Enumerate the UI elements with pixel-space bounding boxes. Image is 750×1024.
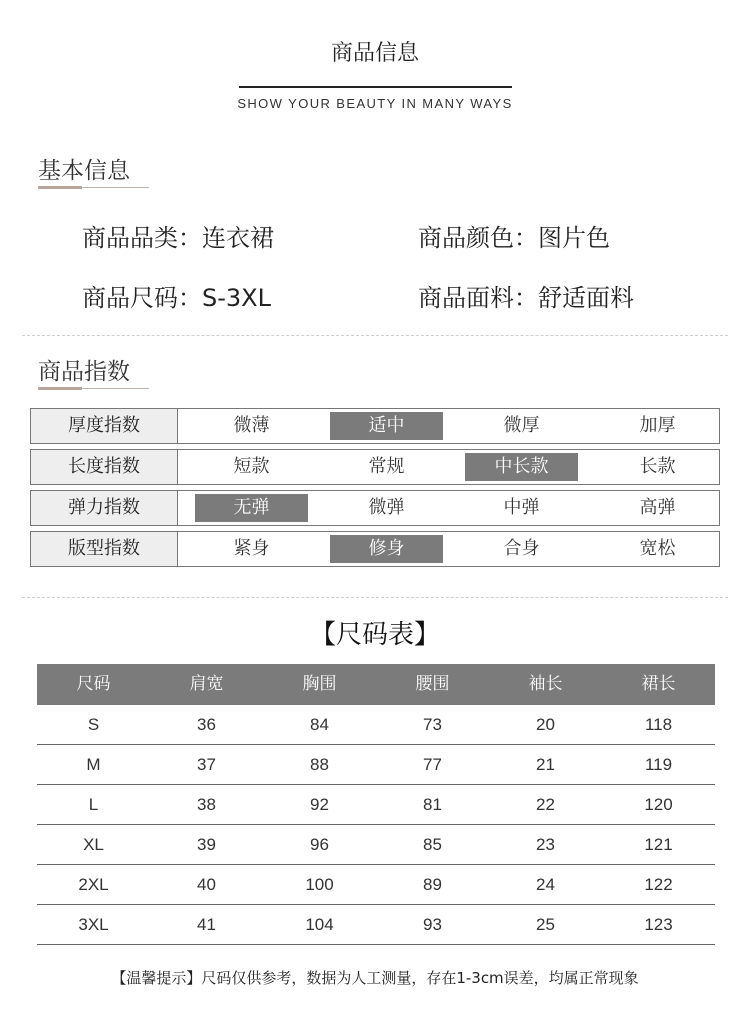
section-divider (22, 597, 728, 598)
size-chart-header-cell: 胸围 (302, 674, 337, 694)
table-cell: 89 (423, 875, 442, 894)
tip-text: 【温馨提示】尺码仅供参考，数据为人工测量，存在1-3cm误差，均属正常现象 (111, 969, 639, 987)
index-row-label: 版型指数 (31, 532, 178, 566)
table-cell: 122 (644, 875, 673, 894)
table-cell: M (86, 755, 101, 774)
table-cell: 123 (644, 915, 673, 934)
table-cell: 77 (423, 755, 442, 774)
index-option: 中弹 (503, 497, 540, 518)
table-cell: XL (83, 835, 104, 854)
table-cell: 92 (310, 795, 329, 814)
size-chart-header-cell: 尺码 (76, 674, 111, 694)
index-option: 长款 (639, 456, 676, 477)
table-cell: 118 (644, 715, 673, 734)
table-cell: 36 (197, 715, 216, 734)
index-option: 微弹 (368, 497, 405, 518)
size-chart-header (37, 664, 715, 705)
info-size: 商品尺码：S-3XL (82, 284, 271, 312)
index-option-selected: 修身 (330, 535, 443, 563)
index-option-selected: 无弹 (195, 494, 308, 522)
index-option-selected: 适中 (330, 412, 443, 440)
index-row-label: 弹力指数 (31, 491, 178, 525)
table-cell: 25 (536, 915, 555, 934)
size-chart-title: 【尺码表】 (309, 620, 440, 650)
table-cell: 39 (197, 835, 216, 854)
table-cell: 37 (197, 755, 216, 774)
index-option: 微薄 (233, 415, 270, 436)
table-cell: 88 (310, 755, 329, 774)
table-cell: 84 (310, 715, 329, 734)
size-chart-header-cell: 腰围 (415, 674, 450, 694)
title-divider (239, 86, 512, 88)
table-cell: 104 (305, 915, 334, 934)
table-cell: 41 (197, 915, 216, 934)
index-option-selected: 中长款 (465, 453, 578, 481)
table-cell: L (88, 795, 99, 814)
table-row (37, 905, 715, 945)
table-cell: 3XL (78, 915, 109, 934)
section-divider (22, 335, 728, 336)
table-cell: 120 (644, 795, 673, 814)
table-cell: 93 (423, 915, 442, 934)
table-cell: 40 (197, 875, 216, 894)
index-row (30, 531, 720, 567)
table-cell: 22 (536, 795, 555, 814)
table-cell: 121 (644, 835, 673, 854)
table-cell: 85 (423, 835, 442, 854)
table-row (37, 865, 715, 905)
table-cell: 21 (536, 755, 555, 774)
table-cell: 38 (197, 795, 216, 814)
table-row (37, 745, 715, 785)
index-row (30, 408, 720, 444)
table-row (37, 705, 715, 745)
index-option: 高弹 (639, 497, 676, 518)
table-cell: 100 (305, 875, 334, 894)
indices-heading: 商品指数 (38, 359, 130, 385)
indices-underline (38, 388, 149, 389)
size-chart-table (37, 664, 715, 945)
table-row (37, 825, 715, 865)
index-option: 紧身 (233, 538, 270, 559)
table-cell: 24 (536, 875, 555, 894)
table-cell: 20 (536, 715, 555, 734)
index-option: 微厚 (503, 415, 540, 436)
index-option: 宽松 (639, 538, 676, 559)
info-color: 商品颜色：图片色 (418, 224, 610, 252)
index-row (30, 490, 720, 526)
info-category: 商品品类：连衣裙 (82, 224, 274, 252)
index-option: 加厚 (639, 415, 676, 436)
basic-info-heading: 基本信息 (38, 158, 130, 184)
size-chart-header-cell: 肩宽 (189, 674, 224, 694)
index-row-label: 厚度指数 (31, 409, 178, 443)
table-cell: S (87, 715, 100, 734)
table-row (37, 785, 715, 825)
table-cell: 81 (423, 795, 442, 814)
page-title: 商品信息 (330, 41, 419, 66)
index-option: 合身 (503, 538, 540, 559)
index-option: 常规 (368, 456, 405, 477)
size-chart-header-cell: 袖长 (528, 674, 563, 694)
index-row-label: 长度指数 (31, 450, 178, 484)
page-subtitle: SHOW YOUR BEAUTY IN MANY WAYS (237, 96, 513, 111)
index-option: 短款 (233, 456, 270, 477)
size-chart-body (37, 705, 715, 945)
basic-info-underline (38, 187, 149, 188)
index-row (30, 449, 720, 485)
info-fabric: 商品面料：舒适面料 (418, 284, 634, 312)
table-cell: 23 (536, 835, 555, 854)
table-cell: 2XL (78, 875, 109, 894)
size-chart-header-cell: 裙长 (641, 674, 676, 694)
table-cell: 73 (423, 715, 442, 734)
table-cell: 96 (310, 835, 329, 854)
table-cell: 119 (644, 755, 673, 774)
